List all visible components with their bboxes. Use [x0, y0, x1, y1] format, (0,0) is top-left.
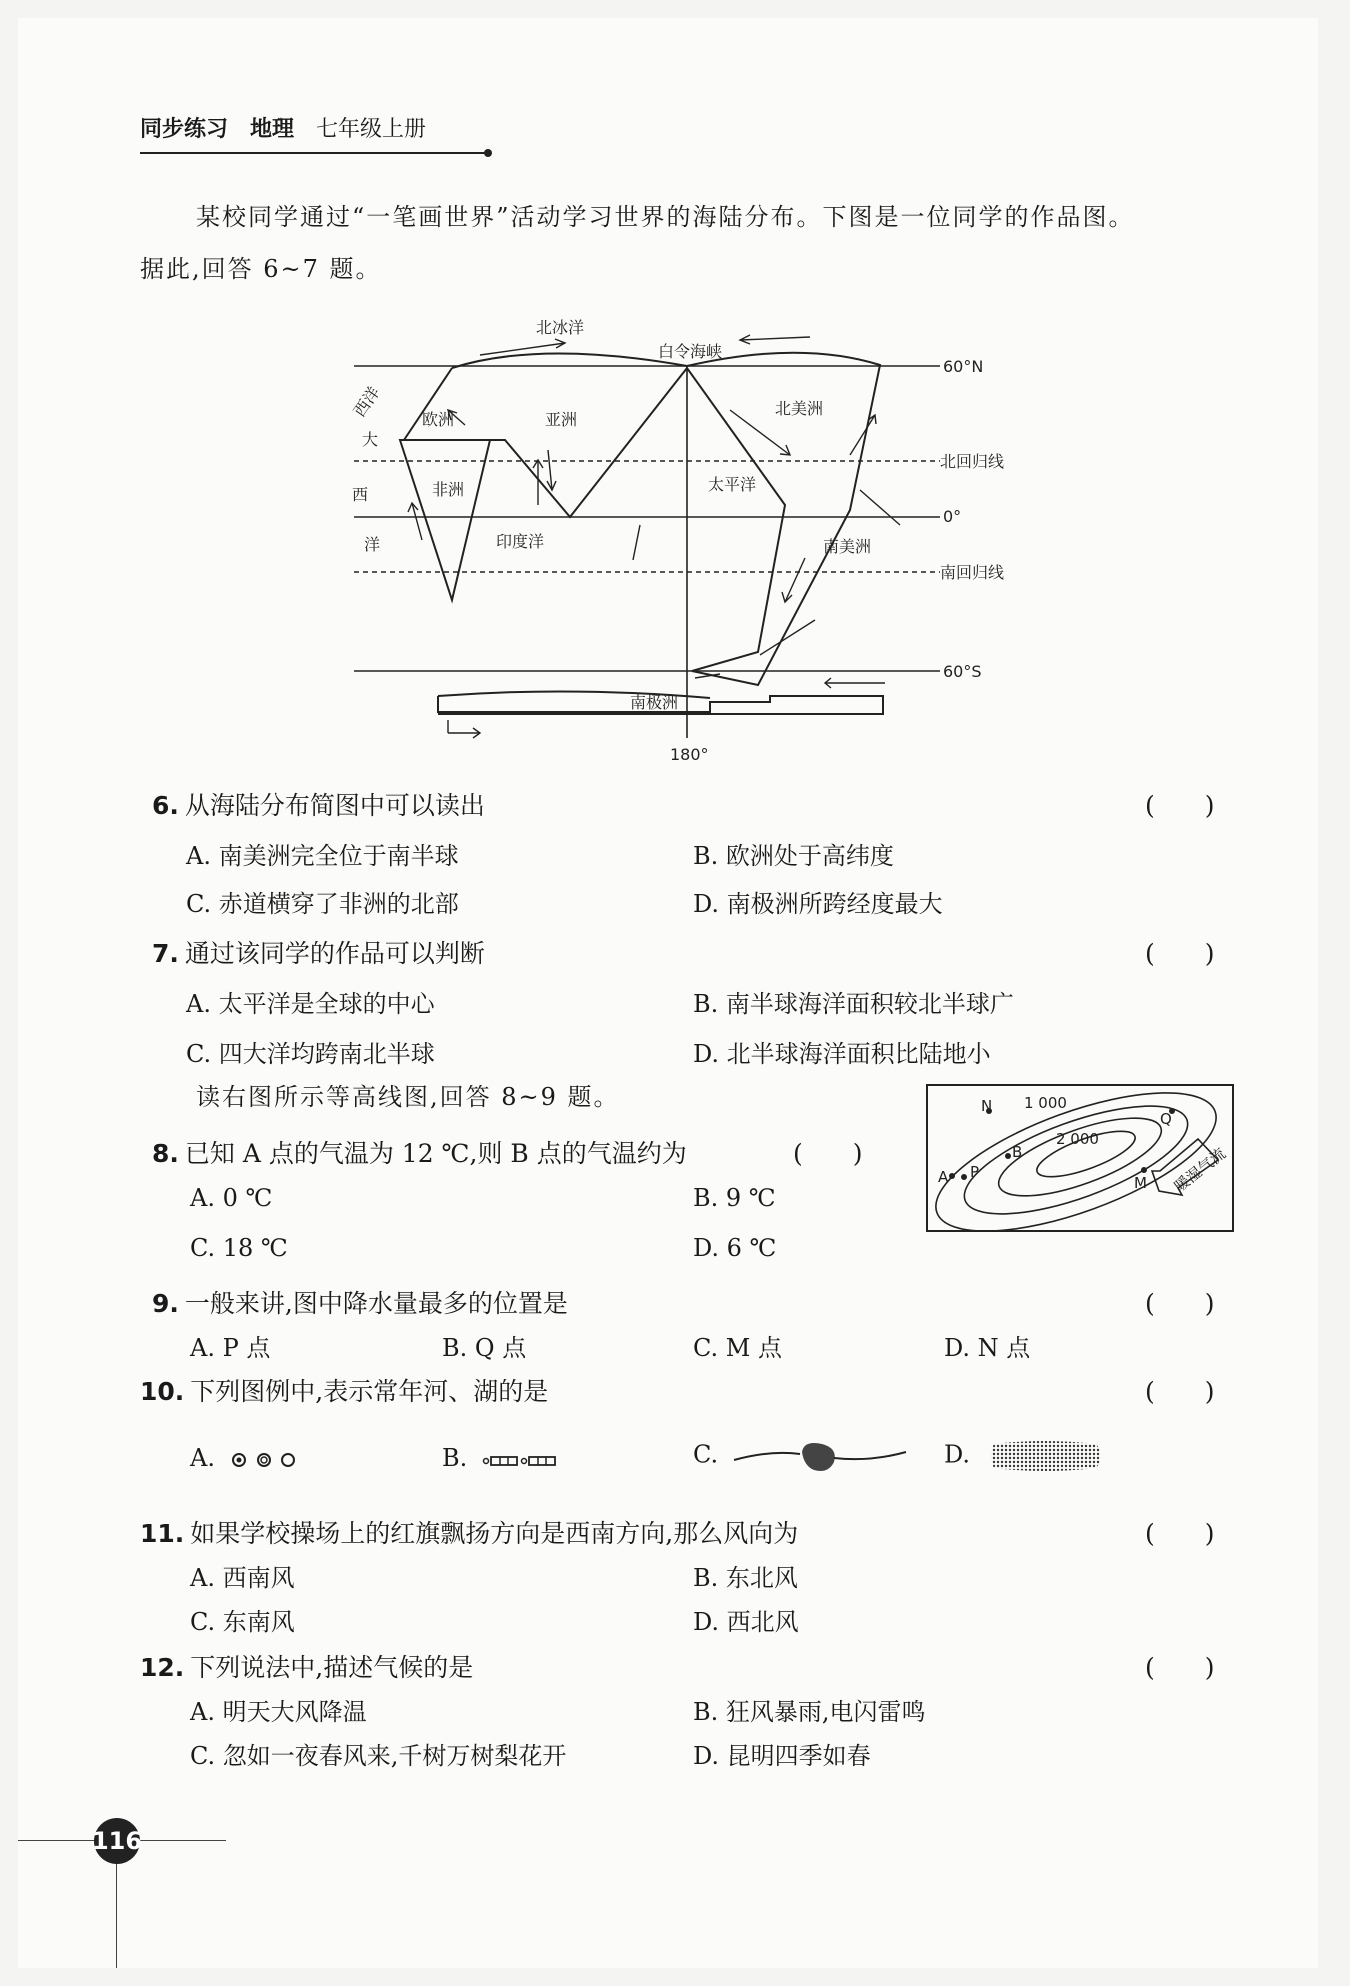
- label-equator: 0°: [943, 507, 962, 526]
- label-north-america: 北美洲: [775, 399, 824, 418]
- label-south-america: 南美洲: [823, 537, 872, 556]
- label-arctic: 北冰洋: [536, 318, 585, 337]
- question-12: [140, 1648, 473, 1684]
- q12-text: 下列说法中,描述气候的是: [190, 1653, 474, 1682]
- q12-answer-box[interactable]: ( ): [1145, 1653, 1215, 1682]
- label-tropic-s: 南回归线: [940, 563, 1005, 582]
- page-number: 116: [94, 1818, 140, 1864]
- q6-option-a[interactable]: A. 南美洲完全位于南半球: [186, 842, 459, 870]
- q9-option-a[interactable]: A. P 点: [190, 1334, 271, 1362]
- label-pacific: 太平洋: [708, 475, 757, 494]
- q9-answer-box[interactable]: ( ): [1145, 1289, 1215, 1318]
- header-rule: [140, 152, 488, 154]
- running-header: [140, 112, 426, 143]
- q12-option-b[interactable]: B. 狂风暴雨,电闪雷鸣: [693, 1698, 926, 1726]
- world-sketch-map: [340, 310, 1040, 770]
- label-atlantic-2: 西: [352, 485, 369, 504]
- q6-option-b[interactable]: B. 欧洲处于高纬度: [693, 842, 894, 870]
- label-2000: 2 000: [1056, 1130, 1099, 1148]
- intro-line-1: 某校同学通过“一笔画世界”活动学习世界的海陆分布。下图是一位同学的作品图。: [196, 203, 1135, 231]
- q7-option-a[interactable]: A. 太平洋是全球的中心: [186, 990, 435, 1018]
- q11-option-a[interactable]: A. 西南风: [190, 1564, 295, 1592]
- q10-option-a-label: A.: [190, 1444, 215, 1472]
- label-60n: 60°N: [943, 357, 984, 376]
- label-indian: 印度洋: [496, 532, 545, 551]
- q10-option-c[interactable]: [693, 1436, 910, 1476]
- label-europe: 欧洲: [422, 410, 455, 429]
- q11-option-c[interactable]: C. 东南风: [190, 1608, 295, 1636]
- q7-answer-box[interactable]: ( ): [1145, 939, 1215, 968]
- header-series: 同步练习: [140, 117, 229, 142]
- q8-number: 8.: [152, 1139, 179, 1168]
- q6-option-d[interactable]: D. 南极洲所跨经度最大: [693, 890, 943, 918]
- q11-answer-box[interactable]: ( ): [1145, 1519, 1215, 1548]
- q7-number: 7.: [152, 939, 179, 968]
- question-7: [152, 934, 485, 970]
- q10-option-d[interactable]: [944, 1436, 1114, 1476]
- dotted-area-icon: [984, 1436, 1114, 1476]
- label-warm-air: 暖湿气流: [1170, 1144, 1230, 1196]
- label-60s: 60°S: [943, 662, 982, 681]
- contour-outer: [926, 1084, 1232, 1234]
- label-bering: 白令海峡: [658, 342, 723, 361]
- header-subject: 地理: [250, 117, 295, 142]
- label-asia: 亚洲: [545, 410, 578, 429]
- label-1000: 1 000: [1024, 1094, 1067, 1112]
- label-africa: 非洲: [432, 480, 465, 499]
- point-a: A: [938, 1168, 949, 1186]
- q12-option-c[interactable]: C. 忽如一夜春风来,千树万树梨花开: [190, 1742, 567, 1770]
- q7-option-d[interactable]: D. 北半球海洋面积比陆地小: [693, 1040, 991, 1068]
- q9-number: 9.: [152, 1289, 179, 1318]
- q10-option-a[interactable]: [190, 1444, 299, 1472]
- question-8: [152, 1134, 687, 1170]
- q11-number: 11.: [140, 1519, 185, 1548]
- settlement-symbols-icon: [229, 1448, 299, 1472]
- q8-text: 已知 A 点的气温为 12 ℃,则 B 点的气温约为: [184, 1139, 687, 1168]
- point-q: Q: [1160, 1110, 1172, 1128]
- question-10: [140, 1372, 548, 1408]
- point-n: N: [981, 1097, 993, 1115]
- q11-option-b[interactable]: B. 东北风: [693, 1564, 798, 1592]
- q11-text: 如果学校操场上的红旗飘扬方向是西南方向,那么风向为: [190, 1519, 799, 1548]
- q6-option-c[interactable]: C. 赤道横穿了非洲的北部: [186, 890, 459, 918]
- intro-8-9: 读右图所示等高线图,回答 8~9 题。: [196, 1083, 620, 1111]
- q12-option-a[interactable]: A. 明天大风降温: [190, 1698, 367, 1726]
- question-11: [140, 1514, 798, 1550]
- river-lake-icon: [730, 1436, 910, 1476]
- q10-option-b[interactable]: [442, 1444, 561, 1472]
- q8-answer-box[interactable]: ( ): [793, 1139, 863, 1168]
- q7-option-c[interactable]: C. 四大洋均跨南北半球: [186, 1040, 435, 1068]
- point-m: M: [1134, 1174, 1147, 1192]
- label-atlantic-curved: 西洋: [349, 383, 384, 421]
- q7-text: 通过该同学的作品可以判断: [184, 939, 485, 968]
- contour-map: [926, 1084, 1236, 1234]
- page-number-vrule: [116, 1862, 117, 1968]
- q6-number: 6.: [152, 791, 179, 820]
- q10-answer-box[interactable]: ( ): [1145, 1377, 1215, 1406]
- railway-station-icon: [481, 1448, 561, 1472]
- header-rule-dot: [484, 149, 492, 157]
- label-180: 180°: [670, 745, 709, 764]
- q8-option-c[interactable]: C. 18 ℃: [190, 1234, 288, 1262]
- label-antarctica: 南极洲: [630, 693, 679, 712]
- q9-option-c[interactable]: C. M 点: [693, 1334, 782, 1362]
- q6-answer-box[interactable]: ( ): [1145, 791, 1215, 820]
- q10-option-d-label: D.: [944, 1440, 971, 1469]
- point-p: P: [970, 1163, 980, 1181]
- intro-line-2: 据此,回答 6~7 题。: [140, 255, 382, 283]
- q9-text: 一般来讲,图中降水量最多的位置是: [184, 1289, 568, 1318]
- q8-option-a[interactable]: A. 0 ℃: [190, 1184, 273, 1212]
- q10-option-b-label: B.: [442, 1444, 468, 1472]
- question-9: [152, 1284, 568, 1320]
- q6-text: 从海陆分布简图中可以读出: [184, 791, 485, 820]
- label-atlantic-3: 洋: [364, 535, 381, 554]
- q9-option-b[interactable]: B. Q 点: [442, 1334, 527, 1362]
- q12-number: 12.: [140, 1653, 185, 1682]
- label-tropic-n: 北回归线: [940, 452, 1005, 471]
- q9-option-d[interactable]: D. N 点: [944, 1334, 1031, 1362]
- q10-number: 10.: [140, 1377, 185, 1406]
- header-grade: 七年级上册: [316, 117, 427, 142]
- q8-option-b[interactable]: B. 9 ℃: [693, 1184, 776, 1212]
- q10-option-c-label: C.: [693, 1440, 719, 1469]
- q10-text: 下列图例中,表示常年河、湖的是: [190, 1377, 549, 1406]
- q11-option-d[interactable]: D. 西北风: [693, 1608, 799, 1636]
- q8-option-d[interactable]: D. 6 ℃: [693, 1234, 777, 1262]
- point-b: B: [1012, 1143, 1023, 1161]
- label-atlantic-1: 大: [362, 430, 379, 449]
- q12-option-d[interactable]: D. 昆明四季如春: [693, 1742, 871, 1770]
- q7-option-b[interactable]: B. 南半球海洋面积较北半球广: [693, 990, 1014, 1018]
- question-6: [152, 786, 485, 822]
